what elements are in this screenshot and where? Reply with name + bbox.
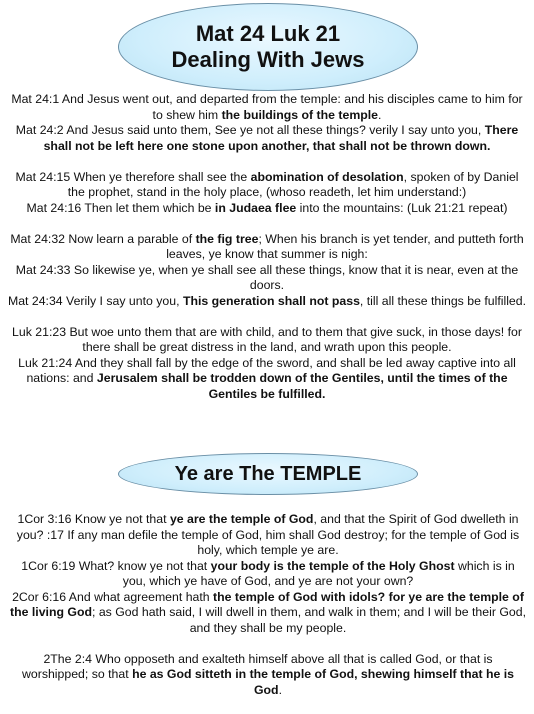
emphasis-text: in Judaea flee <box>214 200 297 215</box>
emphasis-text: abomination of desolation <box>250 169 404 184</box>
emphasis-text: This generation shall not pass <box>182 293 360 308</box>
title-oval <box>118 3 418 91</box>
verse-paragraph <box>6 201 528 217</box>
verse-text: Mat 24:33 So likewise ye, when ye shall see all these things, know that it is near, even at the doors. <box>15 262 519 292</box>
scripture-block-temple <box>10 512 526 698</box>
emphasis-text: he as God sitteth in the temple of God, shewing himself that he is God <box>132 667 514 697</box>
emphasis-text: Jerusalem shall be trodden down of the Gentiles, until the times of the Gentiles be fulfilled. <box>96 371 508 401</box>
verse-paragraph <box>10 590 526 637</box>
verse-text: , and that the Spirit of God dwelleth in you? :17 If any man defile the temple of God, him shall God destroy; for the temple of God is holy, which temple ye are. <box>16 512 520 557</box>
verse-text: Mat 24:34 Verily I say unto you, <box>7 293 183 308</box>
scripture-block-jews <box>6 92 528 402</box>
verse-text: 1Cor 6:19 What? know ye not that <box>21 558 211 573</box>
verse-paragraph <box>6 123 528 154</box>
emphasis-text: ye are the temple of God <box>169 512 314 526</box>
emphasis-text: the temple of God with idols? for ye are the temple of the living God <box>10 589 524 619</box>
verse-paragraph <box>10 652 526 699</box>
verse-text: 2Cor 6:16 And what agreement hath <box>12 589 214 604</box>
verse-paragraph <box>6 92 528 123</box>
temple-heading-oval <box>118 453 418 495</box>
paragraph-spacer <box>6 309 528 325</box>
verse-paragraph <box>6 170 528 201</box>
verse-paragraph <box>6 263 528 294</box>
verse-text: , till all these things be fulfilled. <box>359 293 527 308</box>
title-line-1: Mat 24 Luk 21 <box>195 21 341 46</box>
verse-text: 2The 2:4 Who opposeth and exalteth himself above all that is called God, or that is worshipped; so that <box>22 651 493 681</box>
verse-paragraph <box>10 512 526 559</box>
verse-text: . <box>378 107 382 122</box>
paragraph-spacer <box>6 154 528 170</box>
verse-text: , spoken of by Daniel the prophet, stand in the holy place, (whoso readeth, let him understand:) <box>67 169 519 199</box>
verse-text: which is in you, which ye have of God, and ye are not your own? <box>122 558 515 588</box>
verse-text: . <box>278 682 282 697</box>
title-line-2: Dealing With Jews <box>171 47 365 72</box>
emphasis-text: There shall not be left here one stone upon another, that shall not be thrown down. <box>43 123 519 153</box>
emphasis-text: the fig tree <box>195 231 259 246</box>
verse-text: into the mountains: (Luk 21:21 repeat) <box>296 200 508 215</box>
verse-text: 1Cor 3:16 Know ye not that <box>17 512 170 526</box>
verse-text: Mat 24:16 Then let them which be <box>26 200 215 215</box>
verse-paragraph <box>6 294 528 310</box>
temple-heading: Ye are The TEMPLE <box>174 463 362 485</box>
verse-text: Mat 24:15 When ye therefore shall see the <box>15 169 251 184</box>
verse-paragraph <box>6 356 528 403</box>
verse-paragraph <box>6 232 528 263</box>
verse-text: ; When his branch is yet tender, and putteth forth leaves, ye know that summer is nigh: <box>166 231 524 261</box>
emphasis-text: the buildings of the temple <box>221 107 379 122</box>
paragraph-spacer <box>10 636 526 652</box>
paragraph-spacer <box>6 216 528 232</box>
verse-text: Mat 24:1 And Jesus went out, and departed from the temple: and his disciples came to him for to shew him <box>11 92 523 122</box>
emphasis-text: your body is the temple of the Holy Ghost <box>210 558 455 573</box>
verse-paragraph <box>10 559 526 590</box>
verse-text: Luk 21:24 And they shall fall by the edge of the sword, and shall be led away captive into all nations: and <box>18 355 516 385</box>
verse-text: Mat 24:2 And Jesus said unto them, See ye not all these things? verily I say unto you, <box>15 123 485 137</box>
verse-text: Luk 21:23 But woe unto them that are with child, and to them that give suck, in those days! for there shall be great distress in the land, and wrath upon this people. <box>12 324 522 354</box>
verse-text: Mat 24:32 Now learn a parable of <box>10 231 196 246</box>
verse-paragraph <box>6 325 528 356</box>
verse-text: ; as God hath said, I will dwell in them, and walk in them; and I will be their God, and they shall be my people. <box>91 605 527 635</box>
